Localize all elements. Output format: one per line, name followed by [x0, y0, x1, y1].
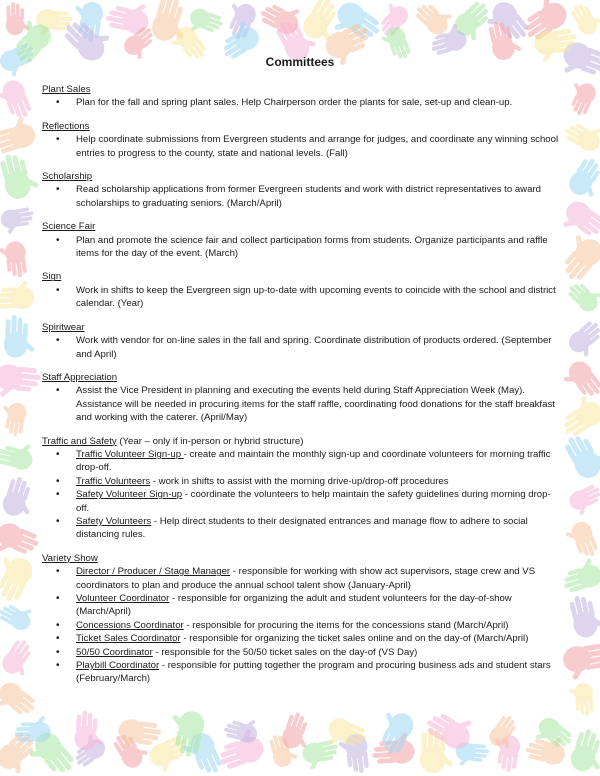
- committee-name: Traffic and Safety: [42, 435, 117, 447]
- committee-section: [42, 270, 570, 310]
- role-title: 50/50 Coordinator: [76, 646, 153, 658]
- handprint-icon: [0, 400, 28, 437]
- duty-text: - create and maintain the monthly sign-up and coordinate volunteers for morning traffic drop-off.: [76, 448, 551, 474]
- duty-text: - responsible for working with show act supervisors, stage crew and VS coordinators to plan and produce the annual school talent show (January-April): [76, 566, 536, 591]
- document-title: Committees: [265, 55, 335, 69]
- committee-heading: [42, 83, 570, 96]
- duty-text: - responsible for putting together the program and procuring business ads and student stars (February/March): [76, 660, 551, 685]
- role-title: Concessions Coordinator: [76, 619, 184, 631]
- role-title: Volunteer Coordinator: [76, 593, 170, 604]
- role-title: Safety Volunteer Sign-up: [76, 489, 183, 501]
- duty-item: [76, 133, 570, 160]
- duty-item: [76, 488, 570, 515]
- duty-list: [42, 384, 570, 424]
- role-title: Ticket Sales Coordinator: [76, 633, 181, 645]
- handprint-icon: [14, 715, 51, 743]
- role-title: Traffic Volunteer Sign-up: [76, 448, 184, 460]
- role-title: Traffic Volunteers: [76, 475, 151, 487]
- duty-item: [76, 234, 570, 261]
- committee-heading: [42, 321, 570, 334]
- committee-name: Sign: [42, 271, 62, 283]
- duty-text: - responsible for organizing the adult and student volunteers for the day-of-show (March/April): [76, 593, 512, 618]
- duty-item: [76, 284, 570, 311]
- committee-section: [42, 170, 570, 210]
- duty-text: - responsible for procuring the items for the concessions stand (March/April): [183, 619, 509, 631]
- handprint-icon: [567, 591, 600, 640]
- duty-item: [76, 632, 570, 645]
- handprint-icon: [301, 738, 342, 771]
- duty-list: [42, 96, 570, 109]
- committee-name: Variety Show: [42, 552, 98, 564]
- duty-text: Work with vendor for on-line sales in the fall and spring. Coordinate distribution of products ordered. (September and April): [76, 335, 552, 360]
- handprint-icon: [568, 0, 600, 38]
- handprint-icon: [104, 0, 152, 36]
- handprint-icon: [74, 710, 105, 751]
- committee-heading: [42, 170, 570, 183]
- duty-item: [76, 334, 570, 361]
- handprint-icon: [6, 2, 31, 35]
- duty-text: Plan for the fall and spring plant sales. Help Chairperson order the plants for sale, set-up and clean-up.: [76, 97, 513, 109]
- handprint-icon: [565, 275, 600, 316]
- committee-list: [30, 83, 570, 686]
- committee-note: (Year – only if in-person or hybrid structure): [116, 435, 304, 447]
- handprint-icon: [568, 727, 600, 776]
- committee-section: [42, 83, 570, 110]
- duty-list: [42, 448, 570, 542]
- duty-text: Read scholarship applications from former Evergreen students and work with district representatives to award scholarships to graduating seniors. (March/April): [76, 184, 541, 209]
- committee-heading: [42, 435, 570, 448]
- duty-item: [76, 96, 570, 109]
- duty-item: [76, 515, 570, 542]
- committee-section: [42, 220, 570, 260]
- committee-heading: [42, 371, 570, 384]
- duty-item: [76, 448, 570, 475]
- duty-text: - responsible for organizing the ticket sales online and on the day-of (March/April): [180, 633, 529, 645]
- committee-heading: [42, 220, 570, 233]
- duty-list: [42, 284, 570, 311]
- duty-text: Work in shifts to keep the Evergreen sign up-to-date with upcoming events to coincide with the school and district calendar. (Year): [76, 284, 556, 310]
- duty-item: [76, 565, 570, 592]
- committee-name: Reflections: [42, 120, 90, 132]
- committee-section: [42, 371, 570, 425]
- committee-name: Spiritwear: [42, 321, 85, 333]
- committee-section: [42, 435, 570, 542]
- duty-text: Help coordinate submissions from Evergreen students and arrange for judges, and coordinate any winning school entries to progress to the county, state and national levels. (Fall): [76, 134, 559, 159]
- duty-text: - work in shifts to assist with the morning drive-up/drop-off procedures: [150, 475, 449, 487]
- duty-list: [42, 133, 570, 160]
- duty-list: [42, 565, 570, 686]
- role-title: Director / Producer / Stage Manager: [76, 566, 231, 578]
- committee-heading: [42, 120, 570, 133]
- duty-text: Plan and promote the science fair and collect participation forms from students. Organize participants and raffle items for the day of the event. (March): [76, 234, 548, 260]
- duty-text: - Help direct students to their designated entrances and manage flow to adhere to social distancing rules.: [76, 515, 528, 541]
- committee-name: Scholarship: [42, 171, 93, 183]
- duty-list: [42, 234, 570, 261]
- committee-section: [42, 321, 570, 361]
- duty-list: [42, 334, 570, 361]
- duty-text: - responsible for the 50/50 ticket sales on the day-of (VS Day): [152, 646, 418, 658]
- handprint-icon: [567, 682, 594, 717]
- committee-name: Plant Sales: [42, 84, 91, 95]
- duty-item: [76, 646, 570, 659]
- duty-item: [76, 183, 570, 210]
- handprint-icon: [0, 240, 28, 279]
- duty-list: [42, 183, 570, 210]
- role-title: Playbill Coordinator: [76, 660, 160, 672]
- committee-name: Science Fair: [42, 221, 96, 233]
- committee-section: [42, 120, 570, 160]
- duty-text: Assist the Vice President in planning and executing the events held during Staff Appreciation Week (May). Assistance will be needed in procuring items for the staff raffle, coordinating food donations for the staff breakfast and working with the caterer. (April/May): [76, 385, 555, 424]
- committees-document: [30, 55, 570, 696]
- committee-heading: [42, 552, 570, 565]
- duty-text: - coordinate the volunteers to help maintain the safety guidelines during morning drop-off.: [76, 489, 551, 514]
- committee-heading: [42, 270, 570, 283]
- handprint-icon: [565, 154, 600, 203]
- duty-item: [76, 592, 570, 619]
- committee-section: [42, 552, 570, 686]
- duty-item: [76, 659, 570, 686]
- duty-item: [76, 475, 570, 488]
- role-title: Safety Volunteers: [76, 515, 152, 527]
- duty-item: [76, 619, 570, 632]
- committee-name: Staff Appreciation: [42, 371, 118, 383]
- duty-item: [76, 384, 570, 424]
- handprint-icon: [566, 482, 600, 518]
